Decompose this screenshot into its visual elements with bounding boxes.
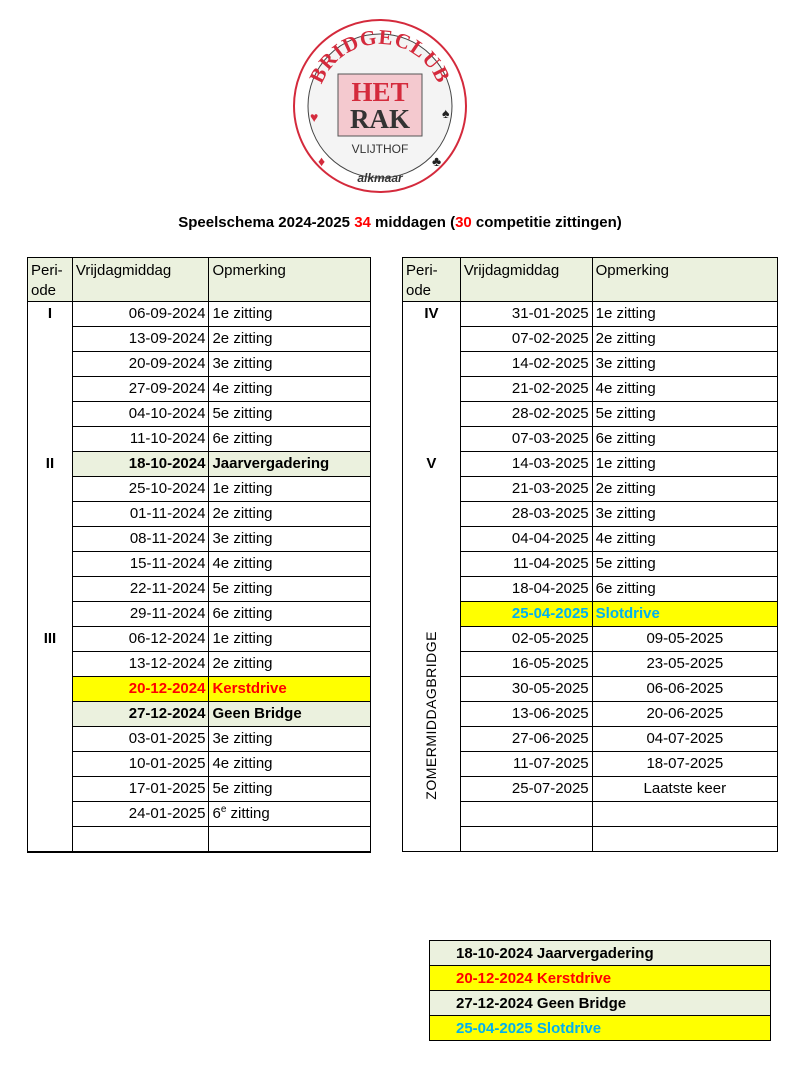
legend-item: 27-12-2024 Geen Bridge [430, 991, 771, 1016]
table-header [403, 258, 778, 302]
date-cell: 06-12-2024 [72, 627, 209, 652]
date-cell: 29-11-2024 [72, 602, 209, 627]
logo-city: alkmaar [357, 171, 403, 185]
date-cell: 04-04-2025 [460, 527, 592, 552]
date-cell: 21-02-2025 [460, 377, 592, 402]
table-row [28, 727, 371, 752]
note-cell: Jaarvergadering [209, 452, 371, 477]
period-cell [403, 627, 461, 852]
note-cell: Kerstdrive [209, 677, 371, 702]
diamond-icon: ♦ [318, 153, 326, 169]
period-cell: I [28, 302, 73, 452]
schedule-table-right [402, 257, 778, 852]
table-row [403, 627, 778, 652]
logo-arc-text: BRIDGECLUB [304, 24, 456, 87]
logo-vlijthof: VLIJTHOF [351, 142, 409, 156]
note-cell: 04-07-2025 [592, 727, 777, 752]
date-cell: 13-09-2024 [72, 327, 209, 352]
note-cell: 4e zitting [592, 377, 777, 402]
note-cell: 20-06-2025 [592, 702, 777, 727]
date-cell: 30-05-2025 [460, 677, 592, 702]
header-date: Vrijdagmiddag [72, 258, 209, 302]
note-cell: 2e zitting [209, 502, 371, 527]
table-row [28, 827, 371, 853]
note-cell: 2e zitting [592, 477, 777, 502]
table-row [28, 502, 371, 527]
note-cell: 6e zitting [209, 427, 371, 452]
table-row [28, 327, 371, 352]
note-cell: 06-06-2025 [592, 677, 777, 702]
header-note: Opmerking [592, 258, 777, 302]
table-row [28, 677, 371, 702]
date-cell: 28-03-2025 [460, 502, 592, 527]
note-cell: 1e zitting [209, 302, 371, 327]
table-row [28, 352, 371, 377]
header-note: Opmerking [209, 258, 371, 302]
date-cell: 24-01-2025 [72, 802, 209, 827]
date-cell [460, 827, 592, 852]
logo-rak: RAK [350, 104, 410, 134]
note-cell: Laatste keer [592, 777, 777, 802]
note-cell: 4e zitting [209, 752, 371, 777]
note-cell: 5e zitting [209, 402, 371, 427]
date-cell: 11-04-2025 [460, 552, 592, 577]
date-cell: 15-11-2024 [72, 552, 209, 577]
table-row [28, 477, 371, 502]
note-cell [592, 802, 777, 827]
legend-item: 25-04-2025 Slotdrive [430, 1016, 771, 1041]
legend-item: 20-12-2024 Kerstdrive [430, 966, 771, 991]
period-cell: IV [403, 302, 461, 452]
note-cell: 3e zitting [592, 502, 777, 527]
date-cell: 16-05-2025 [460, 652, 592, 677]
note-cell: 2e zitting [209, 652, 371, 677]
table-row [28, 652, 371, 677]
table-row [28, 402, 371, 427]
date-cell: 13-12-2024 [72, 652, 209, 677]
table-row [28, 802, 371, 827]
note-cell: 4e zitting [209, 377, 371, 402]
date-cell: 08-11-2024 [72, 527, 209, 552]
logo-het: HET [351, 77, 409, 107]
note-cell: 1e zitting [592, 452, 777, 477]
table-row [28, 702, 371, 727]
date-cell: 14-03-2025 [460, 452, 592, 477]
date-cell: 18-04-2025 [460, 577, 592, 602]
table-row [403, 302, 778, 327]
table-row [28, 527, 371, 552]
note-cell: 3e zitting [209, 352, 371, 377]
date-cell [460, 802, 592, 827]
table-row [28, 377, 371, 402]
date-cell: 04-10-2024 [72, 402, 209, 427]
header-periode: Peri- ode [403, 258, 461, 302]
note-cell: 3e zitting [209, 727, 371, 752]
date-cell: 17-01-2025 [72, 777, 209, 802]
note-cell: 4e zitting [209, 552, 371, 577]
date-cell: 01-11-2024 [72, 502, 209, 527]
note-cell: 5e zitting [592, 402, 777, 427]
note-cell: 1e zitting [209, 477, 371, 502]
date-cell: 27-09-2024 [72, 377, 209, 402]
date-cell: 11-07-2025 [460, 752, 592, 777]
date-cell: 20-09-2024 [72, 352, 209, 377]
spade-icon: ♠ [442, 105, 450, 121]
period-cell: V [403, 452, 461, 627]
date-cell: 27-12-2024 [72, 702, 209, 727]
date-cell: 31-01-2025 [460, 302, 592, 327]
date-cell: 25-04-2025 [460, 602, 592, 627]
note-cell: 4e zitting [592, 527, 777, 552]
note-cell: 5e zitting [209, 777, 371, 802]
note-cell: Slotdrive [592, 602, 777, 627]
club-logo [292, 18, 468, 194]
period-cell: II [28, 452, 73, 627]
note-cell: 1e zitting [592, 302, 777, 327]
note-cell: 09-05-2025 [592, 627, 777, 652]
date-cell: 07-02-2025 [460, 327, 592, 352]
note-cell: 5e zitting [592, 552, 777, 577]
note-cell: 3e zitting [209, 527, 371, 552]
table-row [28, 777, 371, 802]
date-cell: 22-11-2024 [72, 577, 209, 602]
header-date: Vrijdagmiddag [460, 258, 592, 302]
note-cell: Geen Bridge [209, 702, 371, 727]
note-cell: 6e zitting [209, 802, 371, 827]
table-row [28, 427, 371, 452]
date-cell: 18-10-2024 [72, 452, 209, 477]
date-cell: 14-02-2025 [460, 352, 592, 377]
date-cell: 11-10-2024 [72, 427, 209, 452]
table-row [28, 627, 371, 652]
table-row [403, 452, 778, 477]
date-cell: 21-03-2025 [460, 477, 592, 502]
date-cell: 10-01-2025 [72, 752, 209, 777]
table-row [28, 552, 371, 577]
note-cell [592, 827, 777, 852]
note-cell [209, 827, 371, 853]
note-cell: 3e zitting [592, 352, 777, 377]
note-cell: 6e zitting [209, 602, 371, 627]
table-header [28, 258, 371, 302]
legend-table [429, 940, 771, 1041]
summer-label: ZOMERMIDDAGBRIDGE [423, 630, 440, 800]
date-cell: 27-06-2025 [460, 727, 592, 752]
table-row [28, 752, 371, 777]
date-cell: 20-12-2024 [72, 677, 209, 702]
note-cell: 1e zitting [209, 627, 371, 652]
header-periode: Peri- ode [28, 258, 73, 302]
date-cell [72, 827, 209, 853]
date-cell: 07-03-2025 [460, 427, 592, 452]
note-cell: 23-05-2025 [592, 652, 777, 677]
legend-item: 18-10-2024 Jaarvergadering [430, 941, 771, 966]
date-cell: 13-06-2025 [460, 702, 592, 727]
period-cell: III [28, 627, 73, 853]
date-cell: 28-02-2025 [460, 402, 592, 427]
note-cell: 6e zitting [592, 427, 777, 452]
club-icon: ♣ [432, 153, 442, 169]
note-cell: 5e zitting [209, 577, 371, 602]
date-cell: 25-10-2024 [72, 477, 209, 502]
table-row [28, 302, 371, 327]
table-row [28, 577, 371, 602]
schedule-title: Speelschema 2024-2025 34 middagen (30 competitie zittingen) [178, 214, 622, 231]
table-row [28, 452, 371, 477]
table-row [28, 602, 371, 627]
note-cell: 2e zitting [592, 327, 777, 352]
date-cell: 02-05-2025 [460, 627, 592, 652]
date-cell: 25-07-2025 [460, 777, 592, 802]
schedule-table-left [27, 257, 371, 853]
note-cell: 18-07-2025 [592, 752, 777, 777]
heart-icon: ♥ [310, 109, 319, 125]
date-cell: 03-01-2025 [72, 727, 209, 752]
note-cell: 2e zitting [209, 327, 371, 352]
note-cell: 6e zitting [592, 577, 777, 602]
date-cell: 06-09-2024 [72, 302, 209, 327]
